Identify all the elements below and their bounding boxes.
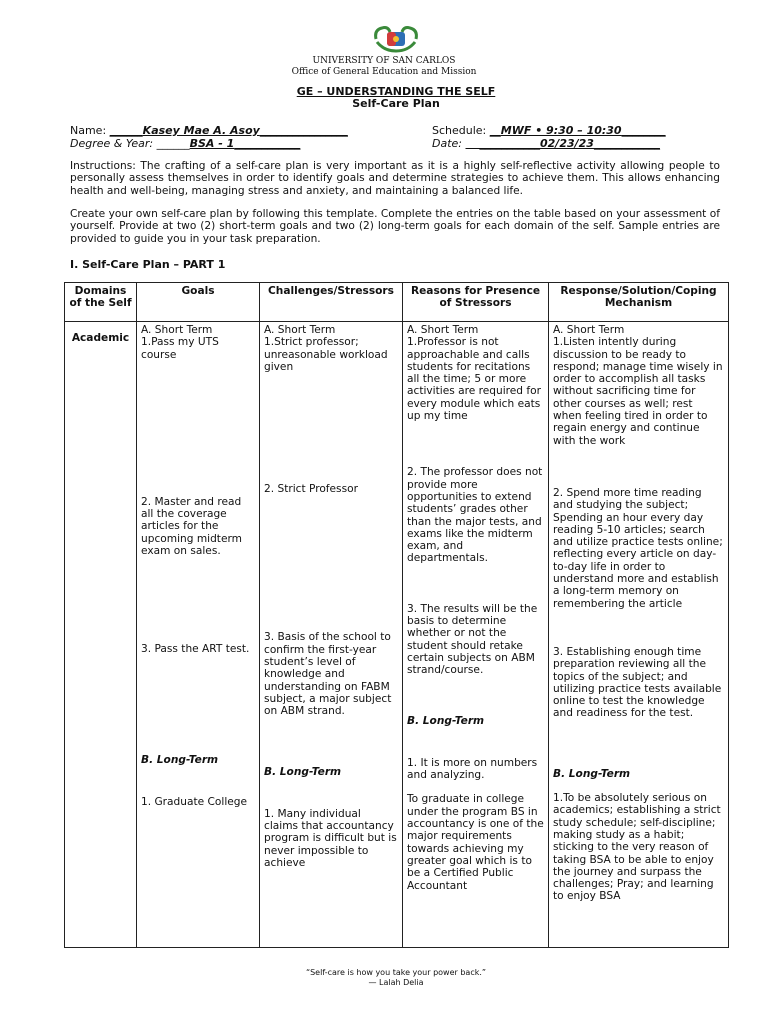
degree-value: BSA - 1 — [189, 137, 235, 150]
self-care-plan-table — [64, 282, 729, 948]
header-goals: Goals — [137, 283, 260, 322]
reason-item: 2. The professor does not provide more opportunities to extend students’ grades other than the major tests, and exams like the midterm exam, and departmentals. — [407, 466, 543, 565]
university-name: UNIVERSITY OF SAN CARLOS — [312, 56, 456, 66]
section-title: I. Self-Care Plan – PART 1 — [70, 258, 226, 271]
challenges-long-label: B. Long-Term — [264, 765, 342, 778]
reason-item: To graduate in college under the program BS in accountancy is one of the major requirements towards achieving my greater goal which is to be a Certified Public Accountant — [407, 793, 544, 892]
goals-long-label: B. Long-Term — [141, 753, 219, 766]
reasons-long-label: B. Long-Term — [407, 714, 485, 727]
goal-item: 1. Graduate College — [141, 795, 248, 808]
university-header — [0, 56, 768, 78]
table-row — [65, 322, 729, 948]
responses-cell — [549, 322, 729, 948]
header-challenges: Challenges/Stressors — [260, 283, 403, 322]
challenges-cell — [260, 322, 403, 948]
table-header-row — [65, 283, 729, 322]
goal-item: 3. Pass the ART test. — [141, 643, 250, 656]
schedule-value: MWF • 9:30 – 10:30 — [500, 124, 622, 137]
reason-item: 1. It is more on numbers and analyzing. — [407, 756, 538, 782]
plan-subtitle: Self-Care Plan — [352, 97, 440, 110]
directions-paragraph: Create your own self-care plan by following this template. Complete the entries on the table based on your assessment of yourself. Provide at two (2) short-term goals and two (2) long-term goals for each domain of the self. Sample entries are provided to guide you in your task preparation. — [70, 208, 720, 245]
schedule-line: Schedule: __MWF • 9:30 – 10:30________ — [432, 124, 666, 137]
quote-text: “Self-care is how you take your power back.” — [305, 968, 487, 977]
instructions-paragraph: Instructions: The crafting of a self-care plan is very important as it is a highly self-reflective activity allowing people to personally assess themselves in order to identify goals and determine strategies to achieve them. This allows enhancing health and well-being, managing stress and anxiety, and maintaining a balanced life. — [70, 160, 720, 197]
response-item: 1.Listen intently during discussion to be ready to respond; manage time wisely in order to accomplish all tasks without sacrificing time for other courses as well; rest when feeling tired in order to regain energy and continue with the work — [553, 336, 723, 447]
degree-label: Degree & Year: — [70, 137, 154, 150]
response-item: 1.To be absolutely serious on academics; establishing a strict study schedule; self-discipline; making study as a habit; sticking to the very reason of taking BSA to be able to enjoy the journey and surpass the challenges; Pray; and learning to enjoy BSA — [553, 792, 721, 903]
responses-short-label: A. Short Term — [553, 324, 625, 336]
response-item: 3. Establishing enough time preparation reviewing all the topics of the subject; and utilizing practice tests available online to test the knowledge and readiness for the test. — [553, 645, 722, 720]
challenge-item: 1.Strict professor; unreasonable workload given — [264, 336, 388, 373]
responses-long-label: B. Long-Term — [553, 767, 631, 780]
university-seal-logo — [372, 24, 420, 54]
name-value: Kasey Mae A. Asoy — [142, 124, 260, 137]
goals-short-label: A. Short Term — [141, 324, 213, 336]
date-value: 02/23/23 — [540, 137, 594, 150]
footer-quote — [0, 968, 768, 988]
header-reasons: Reasons for Presence of Stressors — [403, 283, 549, 322]
name-label: Name: — [70, 124, 107, 137]
degree-line: Degree & Year: ______BSA - 1____________ — [70, 137, 301, 150]
header-domains: Domains of the Self — [65, 283, 137, 322]
office-name: Office of General Education and Mission — [291, 67, 477, 77]
goal-item: 2. Master and read all the coverage articles for the upcoming midterm exam on sales. — [141, 495, 242, 558]
document-title — [0, 86, 768, 110]
goal-item: 1.Pass my UTS course — [141, 336, 219, 361]
challenge-item: 1. Many individual claims that accountancy program is difficult but is never impossible to achieve — [264, 807, 397, 870]
reason-item: 1.Professor is not approachable and calls students for recitations all the time; 5 or more activities are required for every module which eats up my time — [407, 336, 541, 423]
date-label: Date: — [432, 137, 462, 150]
reasons-short-label: A. Short Term — [407, 324, 479, 336]
schedule-label: Schedule: — [432, 124, 487, 137]
reason-item: 3. The results will be the basis to determine whether or not the student should retake certain subjects on ABM strand/course. — [407, 602, 538, 677]
header-response: Response/Solution/Coping Mechanism — [549, 283, 729, 322]
quote-author: — Lalah Delia — [368, 978, 424, 987]
name-line: Name: ______Kasey Mae A. Asoy________________ — [70, 124, 348, 137]
domain-cell: Academic — [65, 322, 137, 948]
response-item: 2. Spend more time reading and studying the subject; Spending an hour every day reading 5-10 articles; search and utilize practice tests online; reflecting every article on day-to-day life in order to understand more and establish a long-term memory on remembering the article — [553, 486, 723, 610]
challenge-item: 3. Basis of the school to confirm the first-year student’s level of knowledge and understanding on FABM subject, a major subject on ABM strand. — [264, 631, 392, 718]
course-title: GE – UNDERSTANDING THE SELF — [296, 85, 496, 98]
reasons-cell — [403, 322, 549, 948]
challenge-item: 2. Strict Professor — [264, 483, 358, 496]
date-line: Date: ___________02/23/23____________ — [432, 137, 660, 150]
challenges-short-label: A. Short Term — [264, 324, 336, 336]
goals-cell — [137, 322, 260, 948]
